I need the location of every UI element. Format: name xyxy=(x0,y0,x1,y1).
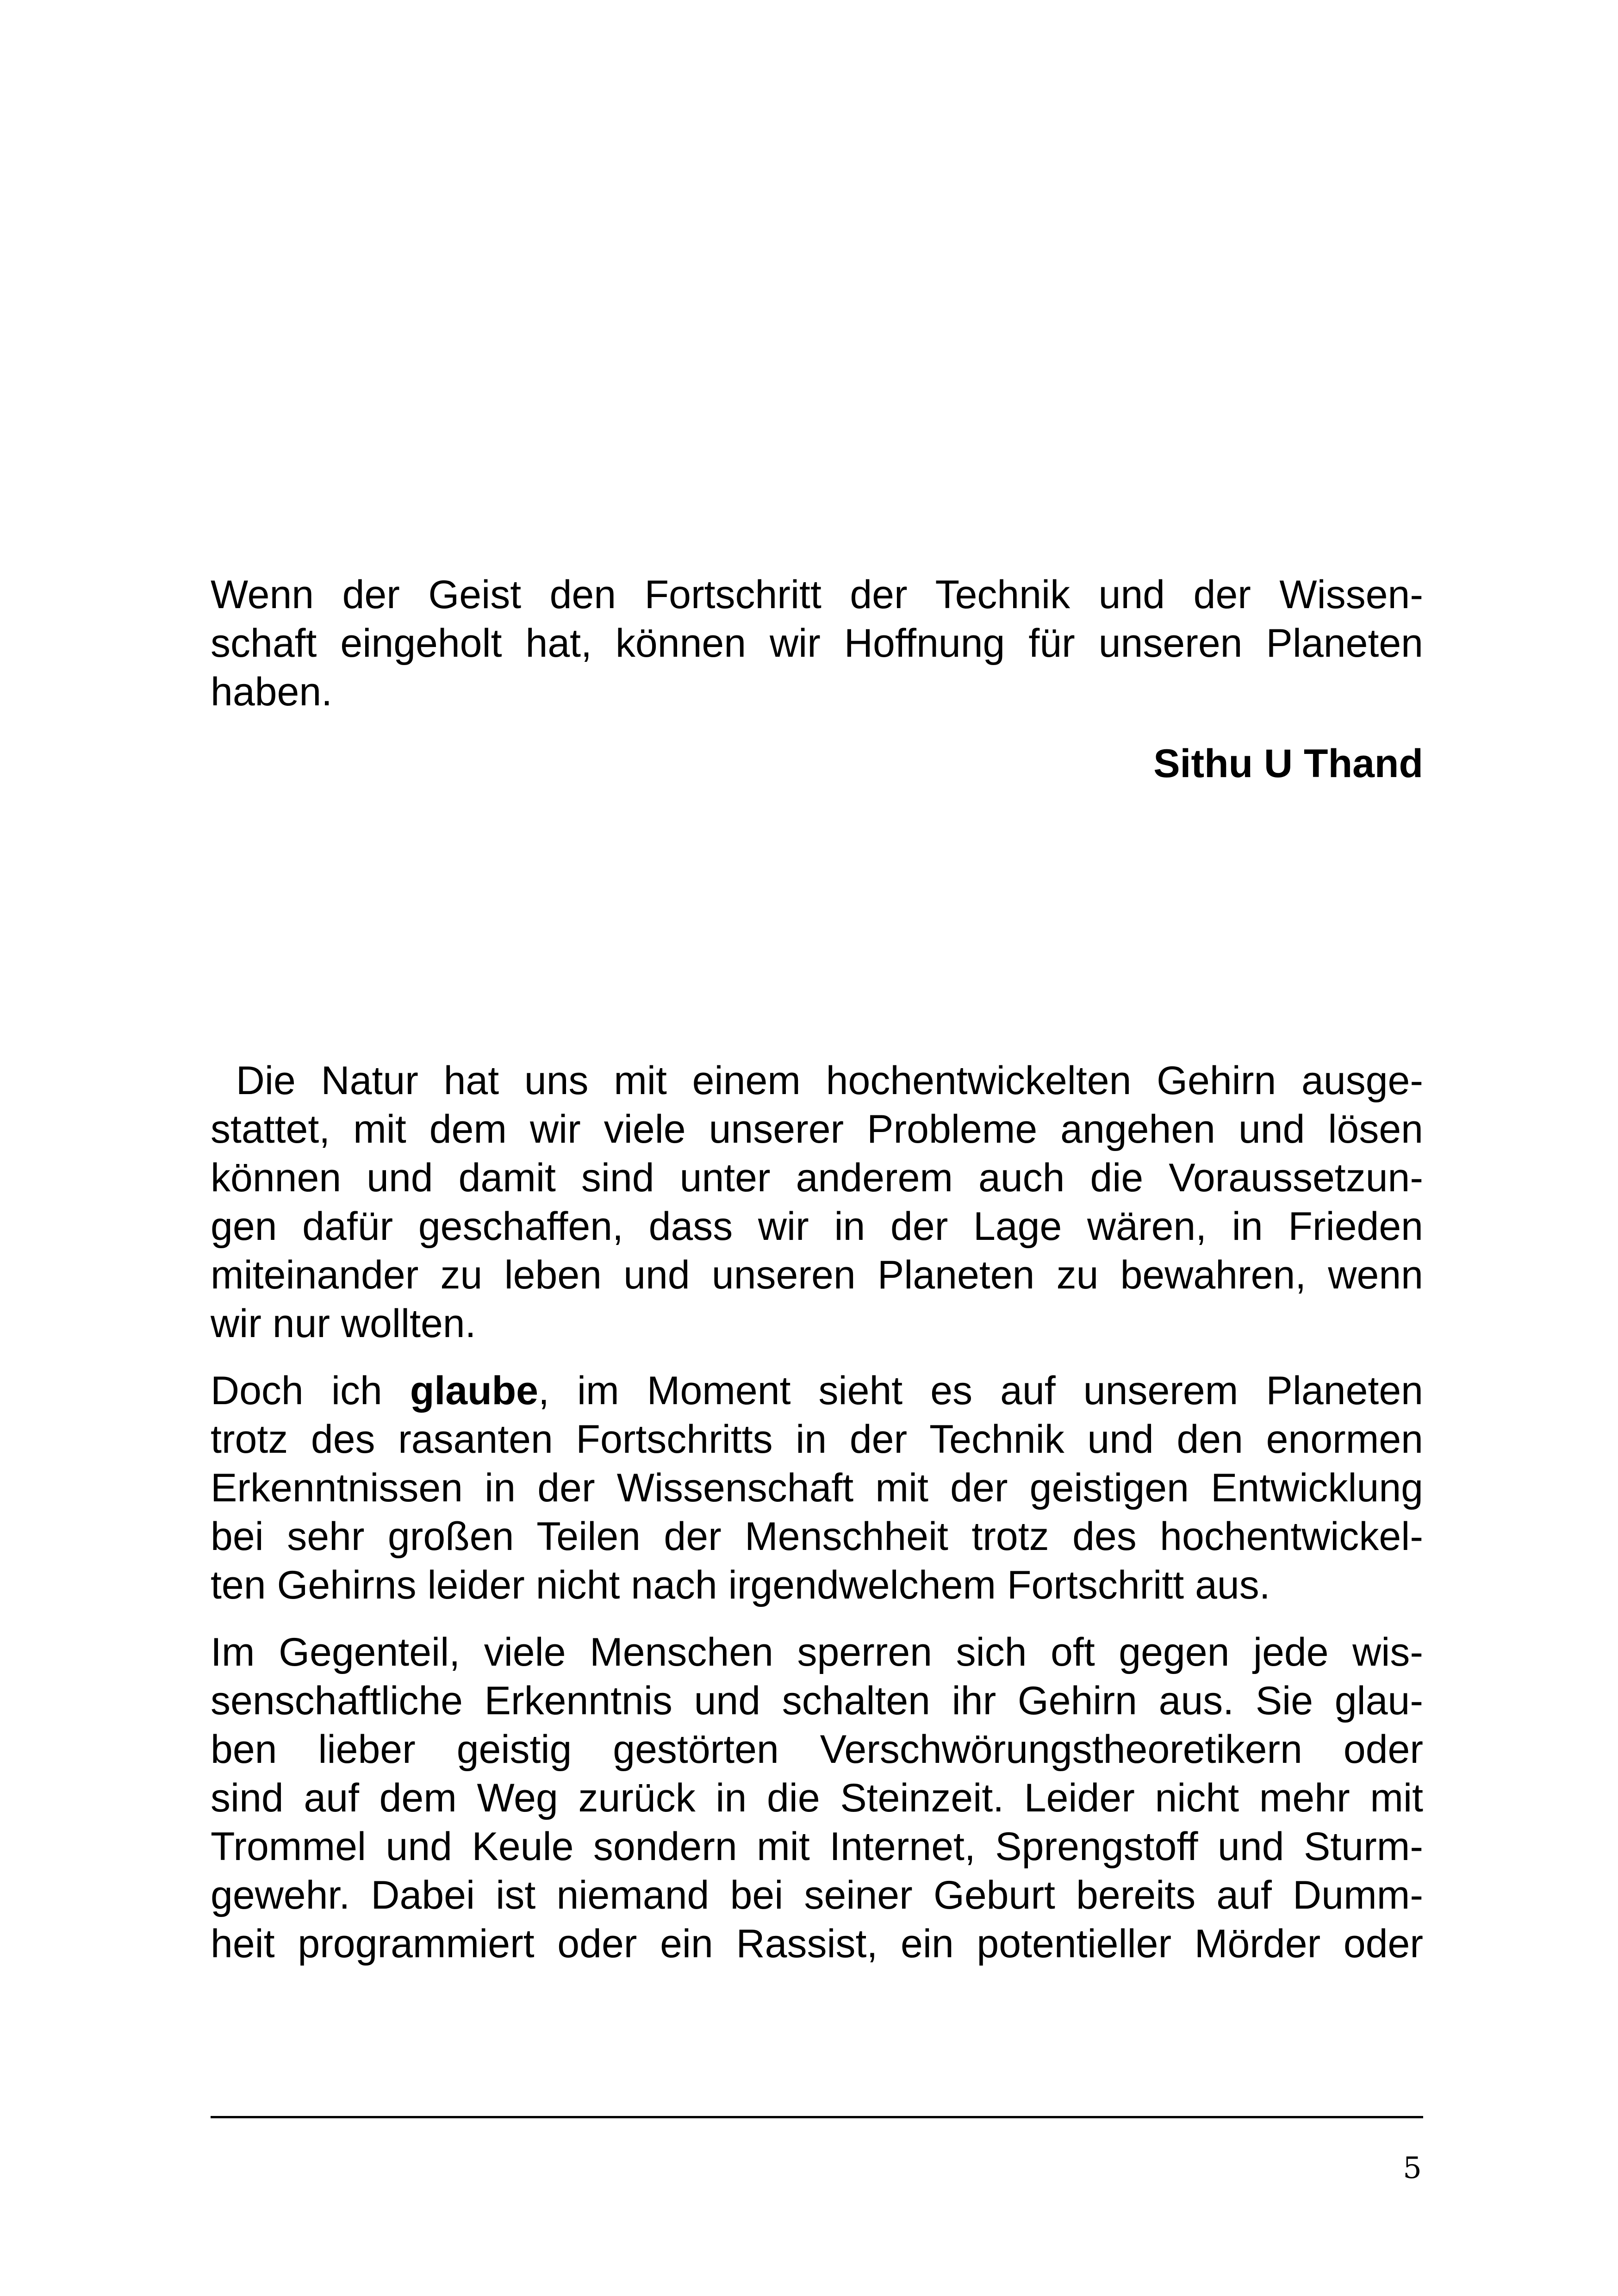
paragraph-line: miteinander zu leben und unseren Planeten zu bewahren, wenn xyxy=(211,1253,1423,1297)
paragraph-line: sind auf dem Weg zurück in die Steinzeit. Leider nicht mehr mit xyxy=(211,1776,1423,1820)
paragraph-line: Erkenntnissen in der Wissenschaft mit der geistigen Entwicklung xyxy=(211,1466,1423,1510)
paragraph-line: senschaftliche Erkenntnis und schalten ihr Gehirn aus. Sie glau- xyxy=(211,1679,1423,1723)
paragraph-line: stattet, mit dem wir viele unserer Probleme angehen und lösen xyxy=(211,1107,1423,1151)
paragraph-line: ten Gehirns leider nicht nach irgendwelchem Fortschritt aus. xyxy=(211,1563,1270,1607)
quote-line: haben. xyxy=(211,670,333,714)
quote-line: schaft eingeholt hat, können wir Hoffnung für unseren Planeten xyxy=(211,621,1423,666)
text-run: Doch ich xyxy=(211,1369,410,1413)
paragraph-line: ben lieber geistig gestörten Verschwörungstheoretikern oder xyxy=(211,1727,1423,1772)
paragraph-line: Trommel und Keule sondern mit Internet, Sprengstoff und Sturm- xyxy=(211,1824,1423,1869)
footer-divider xyxy=(211,2116,1423,2118)
bold-word: glaube xyxy=(410,1369,539,1413)
paragraph-line: Im Gegenteil, viele Menschen sperren sich oft gegen jede wis- xyxy=(211,1630,1423,1674)
paragraph-line: wir nur wollten. xyxy=(211,1301,476,1346)
paragraph-line: können und damit sind unter anderem auch die Voraussetzun- xyxy=(211,1156,1423,1200)
page-number: 5 xyxy=(1403,2151,1422,2185)
paragraph-line: Die Natur hat uns mit einem hochentwickelten Gehirn ausge- xyxy=(211,1058,1423,1103)
paragraph-line-with-bold xyxy=(211,1365,1423,1416)
paragraph-line: gewehr. Dabei ist niemand bei seiner Geburt bereits auf Dumm- xyxy=(211,1873,1423,1917)
paragraph-line: bei sehr großen Teilen der Menschheit trotz des hochentwickel- xyxy=(211,1514,1423,1559)
paragraph-line: trotz des rasanten Fortschritts in der Technik und den enormen xyxy=(211,1417,1423,1462)
quote-line: Wenn der Geist den Fortschritt der Technik und der Wissen- xyxy=(211,572,1423,617)
paragraph-line: heit programmiert oder ein Rassist, ein potentieller Mörder oder xyxy=(211,1922,1423,1966)
text-run: , im Moment sieht es auf unserem Planeten xyxy=(538,1369,1423,1413)
quote-author: Sithu U Thand xyxy=(1153,741,1423,786)
paragraph-line: gen dafür geschaffen, dass wir in der Lage wären, in Frieden xyxy=(211,1204,1423,1249)
